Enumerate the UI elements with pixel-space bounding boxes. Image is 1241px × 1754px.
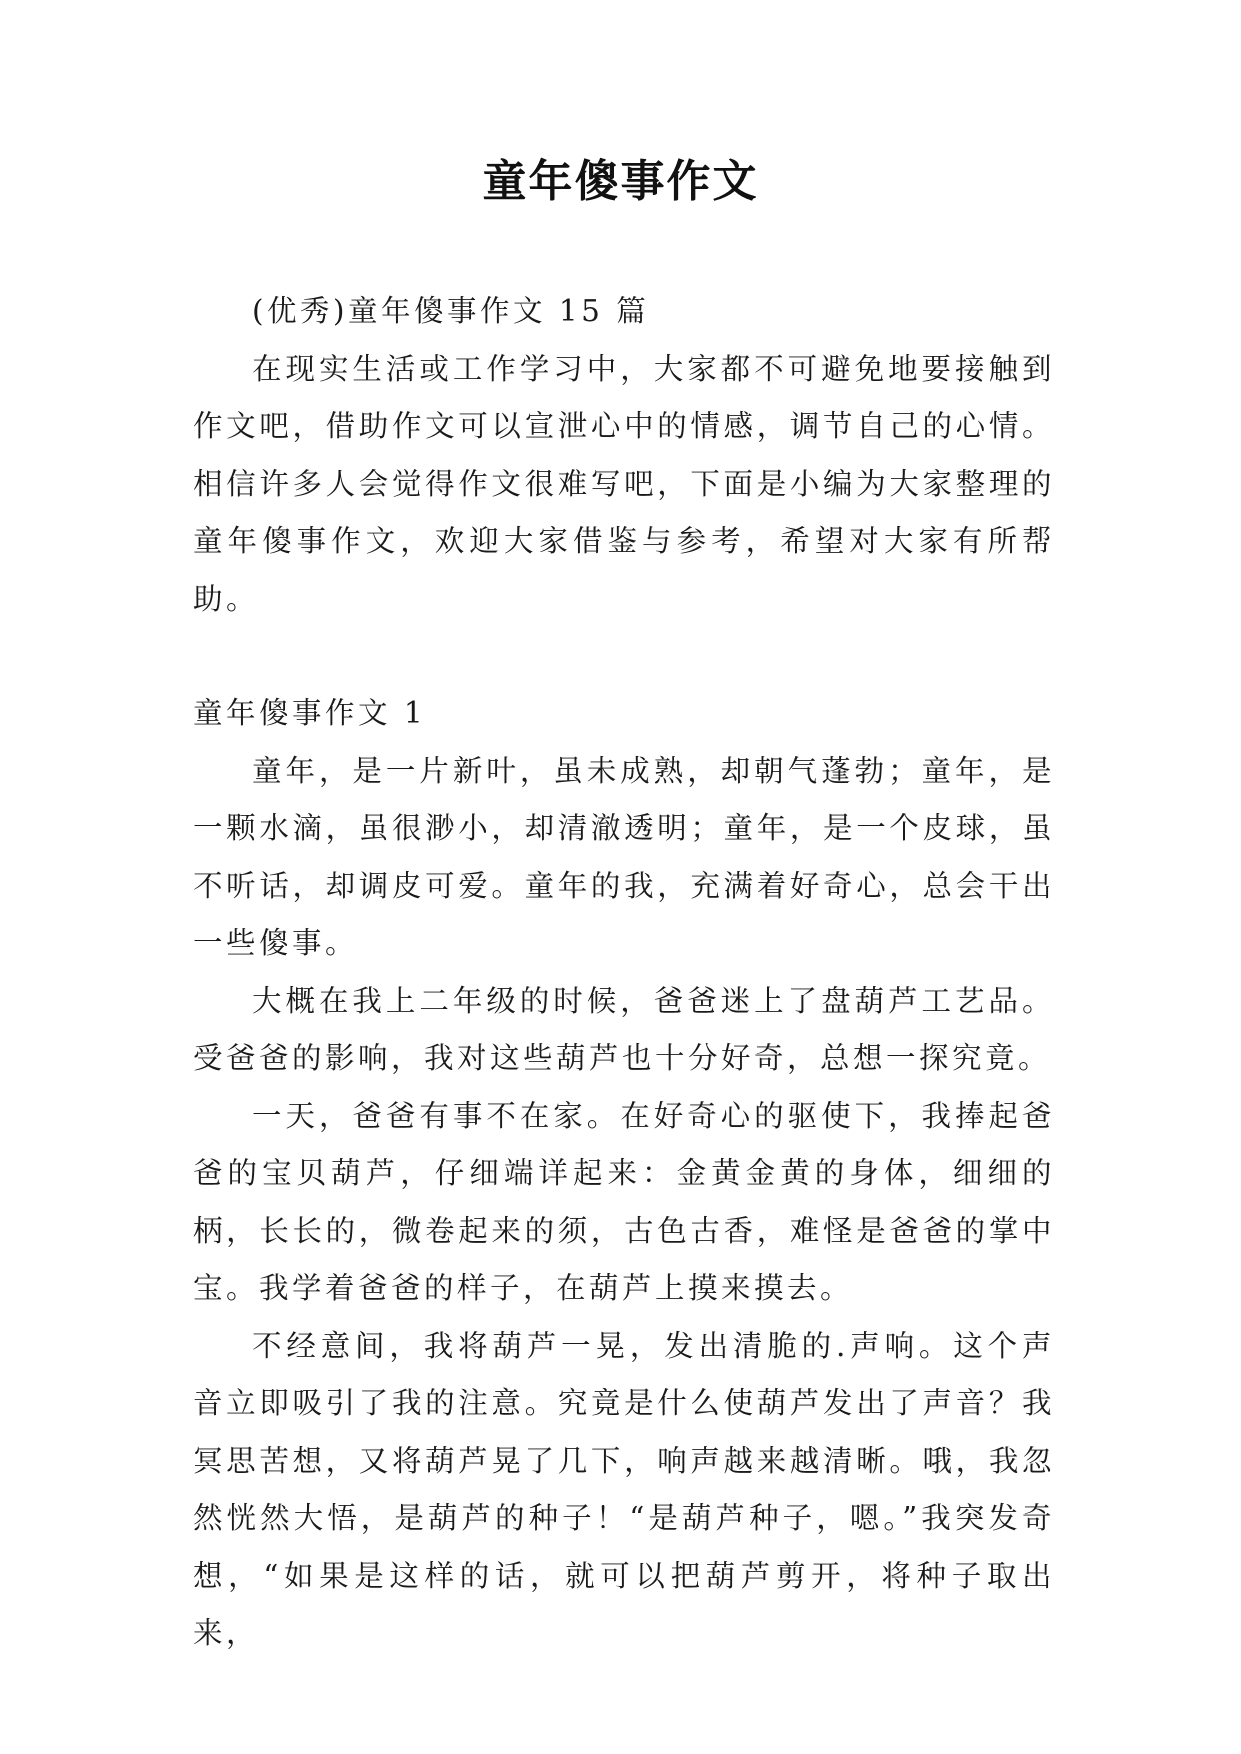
document-title: 童年傻事作文 [482, 156, 759, 207]
subtitle-paragraph: (优秀)童年傻事作文 15 篇 [252, 294, 650, 328]
document-body [193, 283, 1055, 1663]
body-paragraph: 不经意间，我将葫芦一晃，发出清脆的.声响。这个声音立即吸引了我的注意。究竟是什么使葫芦发出了声音？我冥思苦想，又将葫芦晃了几下，响声越来越清晰。哦，我忽然恍然大悟，是葫芦的种子！“是葫芦种子，嗯。”我突发奇想，“如果是这样的话，就可以把葫芦剪开，将种子取出来， [193, 1328, 1055, 1650]
section-heading: 童年傻事作文 1 [193, 696, 427, 730]
body-paragraph: 一天，爸爸有事不在家。在好奇心的驱使下，我捧起爸爸的宝贝葫芦，仔细端详起来：金黄金黄的身体，细细的柄，长长的，微卷起来的须，古色古香，难怪是爸爸的掌中宝。我学着爸爸的样子，在葫芦上摸来摸去。 [193, 1098, 1055, 1305]
intro-paragraph: 在现实生活或工作学习中，大家都不可避免地要接触到作文吧，借助作文可以宣泄心中的情感，调节自己的心情。相信许多人会觉得作文很难写吧，下面是小编为大家整理的童年傻事作文，欢迎大家借鉴与参考，希望对大家有所帮助。 [193, 351, 1055, 616]
body-paragraph: 童年，是一片新叶，虽未成熟，却朝气蓬勃；童年，是一颗水滴，虽很渺小，却清澈透明；童年，是一个皮球，虽不听话，却调皮可爱。童年的我，充满着好奇心，总会干出一些傻事。 [193, 753, 1055, 960]
body-paragraph: 大概在我上二年级的时候，爸爸迷上了盘葫芦工艺品。受爸爸的影响，我对这些葫芦也十分好奇，总想一探究竟。 [193, 983, 1055, 1075]
